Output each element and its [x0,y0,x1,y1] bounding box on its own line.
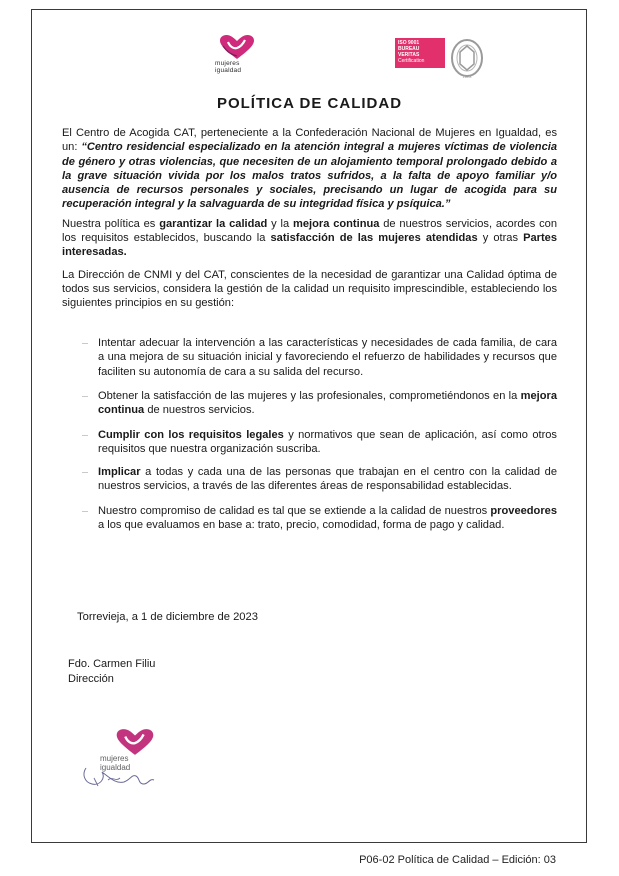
principle-part: a todas y cada una de las personas que trabajan en el centro con la calidad de nuestros servicios, a través de las diferentes áreas de responsabilidad establecidas. [98,466,557,493]
bullet-dash [82,435,88,436]
signatory-role: Dirección [68,673,114,685]
intro-text: El Centro de Acogida CAT, perteneciente a la Confederación Nacional de Mujeres en Igualdad, es un: [62,127,557,154]
principle-text [98,504,557,533]
policy-highlight: garantizar la calidad [159,217,268,230]
principle-part: Obtener la satisfacción de las mujeres y las profesionales, comprometiéndonos en la [98,390,521,402]
principle-highlight: proveedores [490,505,557,517]
handwritten-signature-icon [80,738,170,790]
principle-part: y normativos que sean de aplicación, así como otros requisitos que nuestra organización suscriba. [98,429,557,456]
policy-highlight: mejora continua [293,217,380,230]
bullet-dash [82,511,88,512]
document-body [62,126,557,321]
principle-part: de nuestros servicios. [144,404,255,417]
principle-part: a los que evaluamos en base a: trato, precio, comodidad, forma de pago y calidad. [98,519,505,532]
policy-highlight: satisfacción de las mujeres atendidas [270,232,478,245]
svg-text:1828: 1828 [462,74,472,79]
policy-text: Nuestra política es [62,217,160,230]
heart-logo-icon [219,34,255,60]
principle-item [98,465,557,494]
bullet-dash [82,396,88,397]
logo-text-line1: mujeres [215,60,240,67]
paragraph-management: La Dirección de CNMI y del CAT, conscientes de la necesidad de garantizar una Calidad óptima de todos sus servicios, considera la gestión de la calidad un requisito imprescindible, estableciendo los siguientes principios en su gestión: [62,268,557,310]
signatory-name: Fdo. Carmen Filiu [68,658,156,670]
document-title: POLÍTICA DE CALIDAD [216,95,403,112]
paragraph-intro [62,126,557,212]
principle-text: Intentar adecuar la intervención a las características y necesidades de cada familia, de cara a una mejora de su situación inicial y favoreciendo el refuerzo de habilidades y recursos que faciliten su autonomía de cara a su salida del recurso. [98,337,557,378]
principle-highlight: Implicar [98,466,141,478]
principle-item [98,504,557,533]
certifier-sub: Certification [398,58,425,64]
logo-text-line2: igualdad [215,67,242,74]
principle-text [98,389,557,418]
stamp-text-line1: mujeres [100,754,129,763]
certification-badge [395,38,487,82]
center-definition-quote: “Centro residencial especializado en la atención integral a mujeres víctimas de violencia de género y otras violencias, que necesiten de un alojamiento temporal prolongado debido a la grave situación vivida por los malos tratos sufridos, a la falta de apoyo familiar y/o ausencia de recursos personales y sociales, precisando un lugar de acogida para su recuperación integral y la salvaguarda de su integridad física y psíquica.” [62,141,557,211]
principle-item [98,389,557,418]
iso-badge [395,38,445,68]
paragraph-policy [62,217,557,260]
principle-item [98,336,557,379]
certifier-name: BUREAU VERITAS [398,46,420,58]
principle-text [98,465,557,494]
principle-text [98,428,557,457]
policy-highlight: Partes interesadas. [62,232,557,259]
document-footer: P06-02 Política de Calidad – Edición: 03 [359,854,556,866]
mujeres-igualdad-logo [213,34,263,76]
bullet-dash [82,343,88,344]
signature-stamp [80,728,170,788]
principle-highlight: mejora continua [98,390,557,417]
policy-text: y la [267,217,293,230]
policy-text: y otras [477,232,524,245]
policy-text: de nuestros servicios, acordes con los requisitos establecidos, buscando la [62,217,558,245]
principle-highlight: Cumplir con los requisitos legales [98,429,284,441]
stamp-text-line2: igualdad [100,763,131,772]
place-and-date: Torrevieja, a 1 de diciembre de 2023 [77,611,258,623]
bureau-veritas-seal-icon [450,38,484,80]
iso-label: ISO 9001 [398,40,420,46]
principle-part: Nuestro compromiso de calidad es tal que se extiende a la calidad de nuestros [98,505,491,517]
bullet-dash [82,472,88,473]
principle-item [98,428,557,457]
